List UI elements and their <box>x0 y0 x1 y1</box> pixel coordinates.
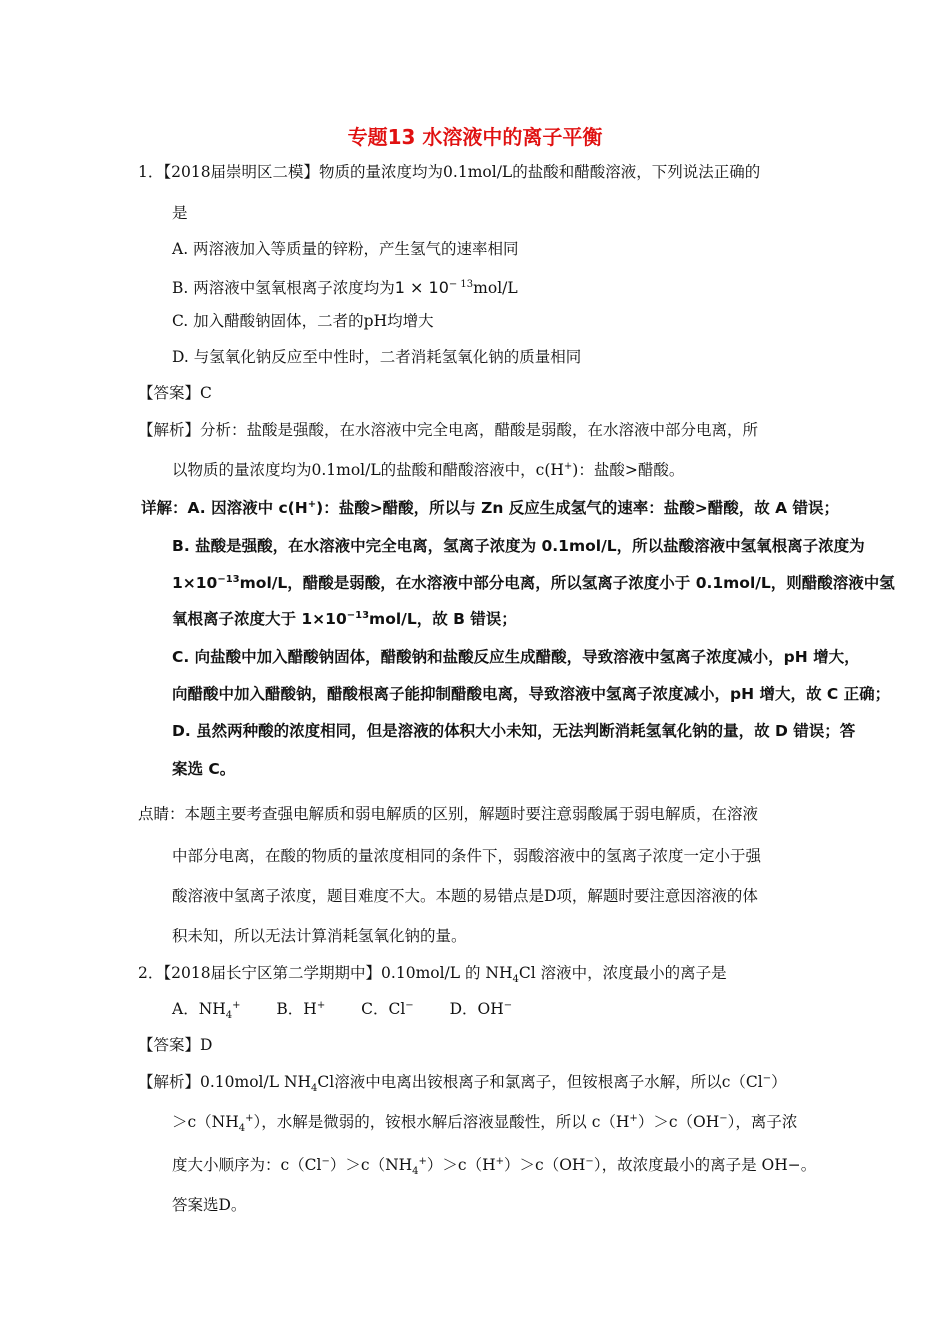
q1-detail-b2-b: mol/L，醋酸是弱酸，在水溶液中部分电离，所以氢离子浓度小于 0.1mol/L，则醋酸溶液中氢 <box>239 574 895 592</box>
q2-option-b: B．H+ <box>276 999 326 1018</box>
q2-analysis-4: 答案选D。 <box>172 1196 247 1214</box>
q1-detail-a <box>141 498 839 518</box>
q1-detail-b3-a: 氧根离子浓度大于 1×10 <box>172 610 347 628</box>
q1-detail-c1: C. 向盐酸中加入醋酸钠固体，醋酸钠和盐酸反应生成醋酸，导致溶液中氢离子浓度减小，pH 增大， <box>172 648 860 666</box>
q1-stem-cont: 是 <box>172 204 188 222</box>
q1-detail-a-sup: + <box>307 498 317 510</box>
q1-detail-b1: B. 盐酸是强酸，在水溶液中完全电离，氢离子浓度为 0.1mol/L，所以盐酸溶液中氢氧根离子浓度为 <box>172 537 865 555</box>
q1-detail-b3 <box>172 609 517 629</box>
q1-analysis-2-sup: + <box>563 460 573 472</box>
q1-option-c: C. 加入醋酸钠固体，二者的pH均增大 <box>172 312 434 330</box>
q2-stem-b: Cl 溶液中，浓度最小的离子是 <box>518 964 727 982</box>
q2-options <box>172 999 513 1022</box>
q2-stem-sub: 4 <box>512 974 519 986</box>
q1-stem: 1．【2018届崇明区二模】物质的量浓度均为0.1mol/L的盐酸和醋酸溶液，下列说法正确的 <box>138 163 761 181</box>
q1-option-a: A. 两溶液加入等质量的锌粉，产生氢气的速率相同 <box>172 240 519 258</box>
q1-analysis-2-a: 以物质的量浓度均为0.1mol/L的盐酸和醋酸溶液中，c(H <box>172 461 564 479</box>
q1-option-b <box>172 278 518 298</box>
q1-detail-b3-b: mol/L，故 B 错误； <box>369 610 517 628</box>
q1-detail-a-post: )：盐酸>醋酸，所以与 Zn 反应生成氢气的速率：盐酸>醋酸，故 A 错误； <box>316 499 840 517</box>
q1-option-b-unit: mol/L <box>473 279 518 297</box>
q2-analysis-1: 【解析】0.10mol/L $NH_4Cl$溶液中电离出铵根离子和氯离子，但铵根离子水解，所以c（Cl−） <box>138 1072 787 1095</box>
q2-option-c: C．Cl− <box>361 999 414 1018</box>
q1-option-b-exp: − 13 <box>448 278 474 290</box>
q1-detail-b2 <box>172 573 895 593</box>
q1-analysis-2 <box>172 460 684 480</box>
q1-comment-4: 积未知，所以无法计算消耗氢氧化钠的量。 <box>172 927 467 945</box>
q1-analysis-2-b: )：盐酸>醋酸。 <box>572 461 685 479</box>
q1-detail-b3-sup: −13 <box>346 609 370 621</box>
q1-option-b-coef: 1 × 10 <box>394 278 449 297</box>
q1-detail-b2-a: 1×10 <box>172 574 218 592</box>
q2-analysis-2: $>c(NH_4^+)$，水解是微弱的，铵根水解后溶液显酸性，所以 c（H+）＞c（OH−），离子浓 <box>172 1112 798 1135</box>
q2-option-d: D．OH− <box>449 999 513 1018</box>
q1-comment-2: 中部分电离，在酸的物质的量浓度相同的条件下，弱酸溶液中的氢离子浓度一定小于强 <box>172 847 762 865</box>
q2-analysis-3: 度大小顺序为：$c(Cl^-)>c(NH_4^+)>c(H^+)>c(OH^-)$，故浓度最小的离子是 OH−。 <box>172 1155 817 1178</box>
q1-detail-a-pre: 详解：A. 因溶液中 c(H <box>141 499 308 517</box>
q2-option-a: A．$NH_4^+$ <box>172 999 241 1022</box>
q1-analysis-1: 【解析】分析：盐酸是强酸，在水溶液中完全电离，醋酸是弱酸，在水溶液中部分电离，所 <box>138 421 759 439</box>
q1-detail-d1: D. 虽然两种酸的浓度相同，但是溶液的体积大小未知，无法判断消耗氢氧化钠的量，故 D 错误；答 <box>172 722 856 740</box>
q1-option-d: D. 与氢氧化钠反应至中性时，二者消耗氢氧化钠的质量相同 <box>172 348 582 366</box>
q1-detail-d2: 案选 C。 <box>172 760 236 778</box>
page-title: 专题13 水溶液中的离子平衡 <box>347 125 603 149</box>
q2-stem-a: 2．【2018届长宁区第二学期期中】0.10mol/L 的 NH <box>138 964 513 982</box>
q1-detail-b2-sup: −13 <box>217 573 240 585</box>
q2-answer: 【答案】D <box>138 1036 213 1054</box>
q1-answer: 【答案】C <box>138 384 212 402</box>
q1-comment-1: 点睛：本题主要考查强电解质和弱电解质的区别，解题时要注意弱酸属于弱电解质，在溶液 <box>138 805 759 823</box>
q2-stem <box>138 963 727 986</box>
q1-option-b-text: B. 两溶液中氢氧根离子浓度均为 <box>172 279 395 297</box>
q1-detail-c2: 向醋酸中加入醋酸钠，醋酸根离子能抑制醋酸电离，导致溶液中氢离子浓度减小，pH 增大，故 C 正确； <box>172 685 891 703</box>
q1-comment-3: 酸溶液中氢离子浓度，题目难度不大。本题的易错点是D项，解题时要注意因溶液的体 <box>172 887 758 905</box>
